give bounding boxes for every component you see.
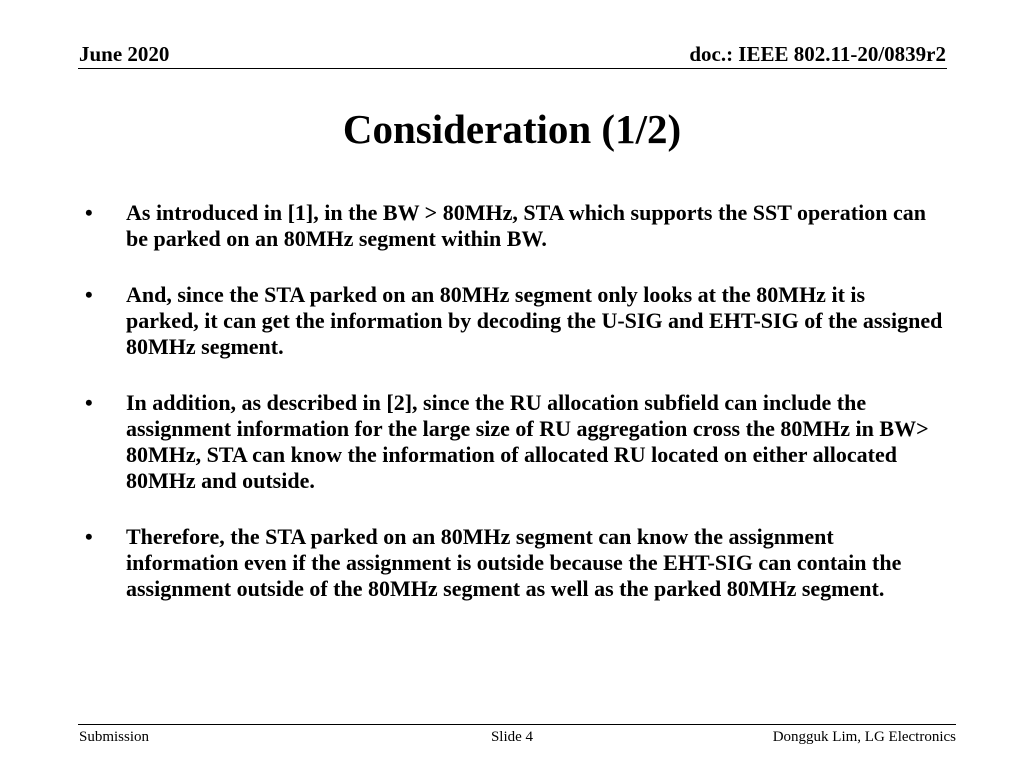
bullet-item [83,390,943,494]
bullet-marker: • [85,282,93,307]
slide-title: Consideration (1/2) [342,106,682,152]
bullet-marker: • [85,524,93,549]
footer-submission: Submission [79,729,150,745]
bullet-text: As introduced in [1], in the BW > 80MHz, STA which supports the SST operation can be parked on an 80MHz segment within BW. [126,200,926,251]
bullet-marker: • [85,390,93,415]
bullet-list [83,200,943,632]
footer-slide-number: Slide 4 [490,729,534,745]
bullet-text: And, since the STA parked on an 80MHz segment only looks at the 80MHz it is parked, it can get the information by decoding the U-SIG and EHT-SIG of the assigned 80MHz segment. [126,282,943,359]
header-date: June 2020 [79,42,170,66]
bullet-text: Therefore, the STA parked on an 80MHz segment can know the assignment information even if the assignment is outside because the EHT-SIG can contain the assignment outside of the 80MHz segment as well as the parked 80MHz segment. [126,524,902,601]
bullet-marker: • [85,200,93,225]
bullet-text: In addition, as described in [2], since the RU allocation subfield can include the assignment information for the large size of RU aggregation cross the 80MHz in BW> 80MHz, STA can know the information of allocated RU located on either allocated 80MHz and outside. [126,390,929,493]
footer-author: Dongguk Lim, LG Electronics [772,729,956,745]
bullet-item [83,524,943,602]
bullet-item [83,282,943,360]
header-doc-id: doc.: IEEE 802.11-20/0839r2 [689,42,946,66]
header-divider [78,68,947,69]
footer-divider [78,724,956,725]
bullet-item [83,200,943,252]
